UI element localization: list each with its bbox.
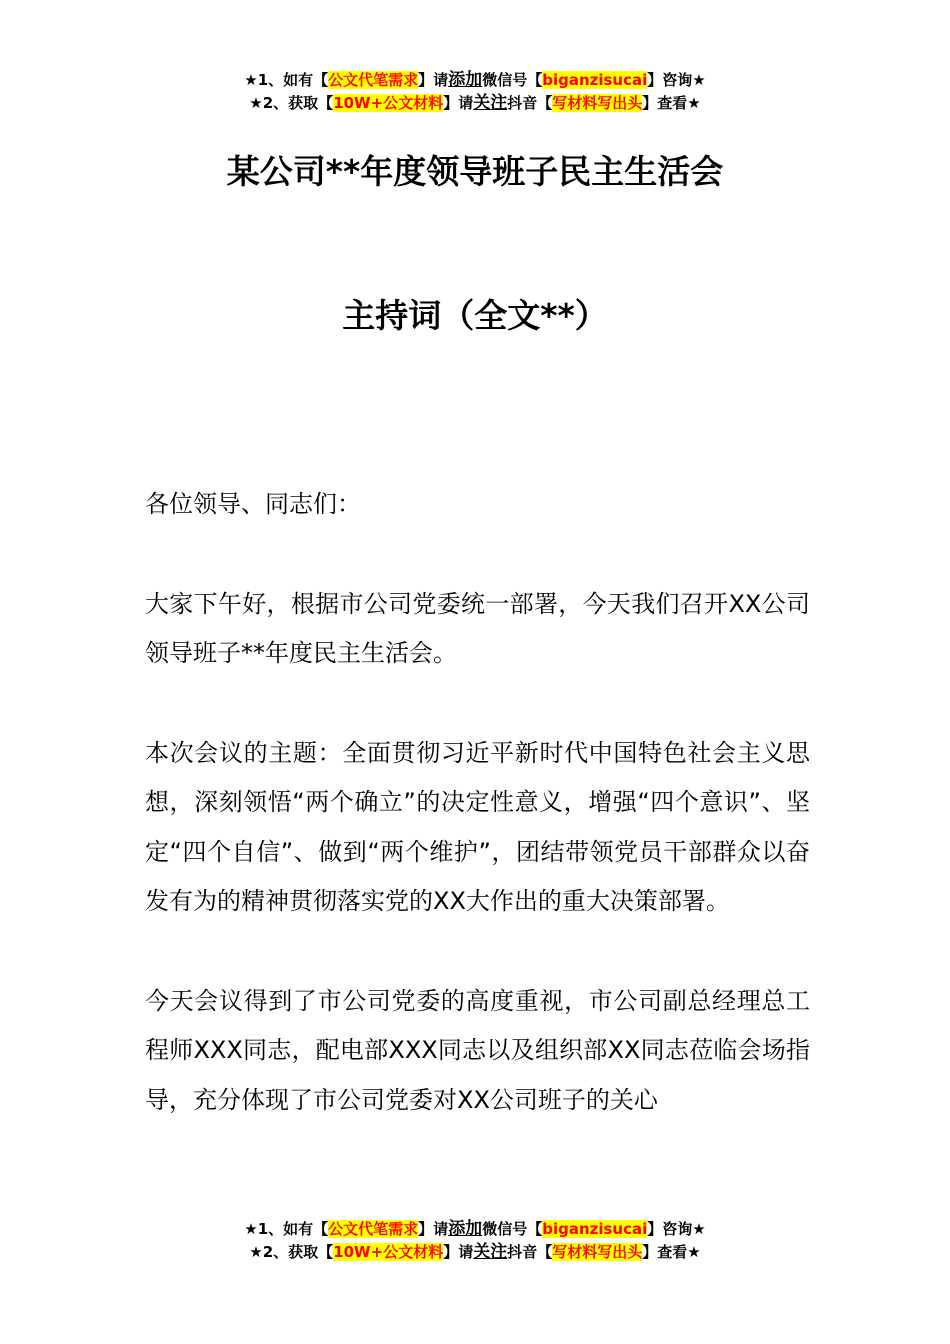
promo-highlight-wechat: biganzisucai [542, 1220, 648, 1238]
promo-text: 微信号【 [482, 1220, 543, 1238]
promo-highlight-material: 10W+公文材料 [333, 94, 444, 112]
promo-highlight-wechat: biganzisucai [542, 71, 648, 89]
promo-text: ★2、获取【 [249, 94, 334, 112]
promo-action-follow: 关注 [473, 1242, 508, 1262]
promo-text: 抖音【 [507, 94, 553, 112]
body-paragraph: 大家下午好，根据市公司党委统一部署，今天我们召开XX公司领导班子**年度民主生活会。 [145, 589, 810, 667]
promo-text: 抖音【 [507, 1243, 553, 1261]
body-paragraph: 今天会议得到了市公司党委的高度重视，市公司副总经理总工程师XXX同志，配电部XXX同志以及组织部XX同志莅临会场指导，充分体现了市公司党委对XX公司班子的关心 [145, 986, 810, 1114]
promo-text: 】咨询★ [647, 1220, 706, 1238]
bottom-promo-banner [0, 1218, 950, 1264]
promo-highlight-service: 公文代笔需求 [328, 71, 419, 89]
promo-text: ★1、如有【 [244, 1220, 329, 1238]
promo-text: 】查看★ [642, 1243, 701, 1261]
document-body [145, 480, 810, 1175]
promo-text: 】请 [443, 1243, 474, 1261]
promo-action-add: 添加 [448, 1219, 483, 1239]
promo-line-1 [0, 69, 950, 92]
promo-text: ★1、如有【 [244, 71, 329, 89]
promo-text: 】请 [443, 94, 474, 112]
promo-highlight-material: 10W+公文材料 [333, 1243, 444, 1261]
promo-line-1 [0, 1218, 950, 1241]
promo-action-add: 添加 [448, 70, 483, 90]
promo-action-follow: 关注 [473, 93, 508, 113]
promo-text: 】请 [418, 1220, 449, 1238]
top-promo-banner [0, 69, 950, 115]
promo-text: 】请 [418, 71, 449, 89]
promo-text: 】咨询★ [647, 71, 706, 89]
promo-highlight-service: 公文代笔需求 [328, 1220, 419, 1238]
promo-highlight-douyin: 写材料写出头 [552, 94, 643, 112]
document-title-line-2: 主持词（全文**） [342, 296, 608, 335]
salutation-paragraph: 各位领导、同志们： [145, 490, 361, 518]
promo-line-2 [0, 92, 950, 115]
body-paragraph: 本次会议的主题：全面贯彻习近平新时代中国特色社会主义思想，深刻领悟“两个确立”的决定性意义，增强“四个意识”、坚定“四个自信”、做到“两个维护”，团结带领党员干部群众以奋发有为的精神贯彻落实党的XX大作出的重大决策部署。 [145, 738, 810, 915]
promo-text: 微信号【 [482, 71, 543, 89]
promo-text: 】查看★ [642, 94, 701, 112]
promo-highlight-douyin: 写材料写出头 [552, 1243, 643, 1261]
promo-text: ★2、获取【 [249, 1243, 334, 1261]
document-title-line-1: 某公司**年度领导班子民主生活会 [226, 152, 724, 191]
promo-line-2 [0, 1241, 950, 1264]
